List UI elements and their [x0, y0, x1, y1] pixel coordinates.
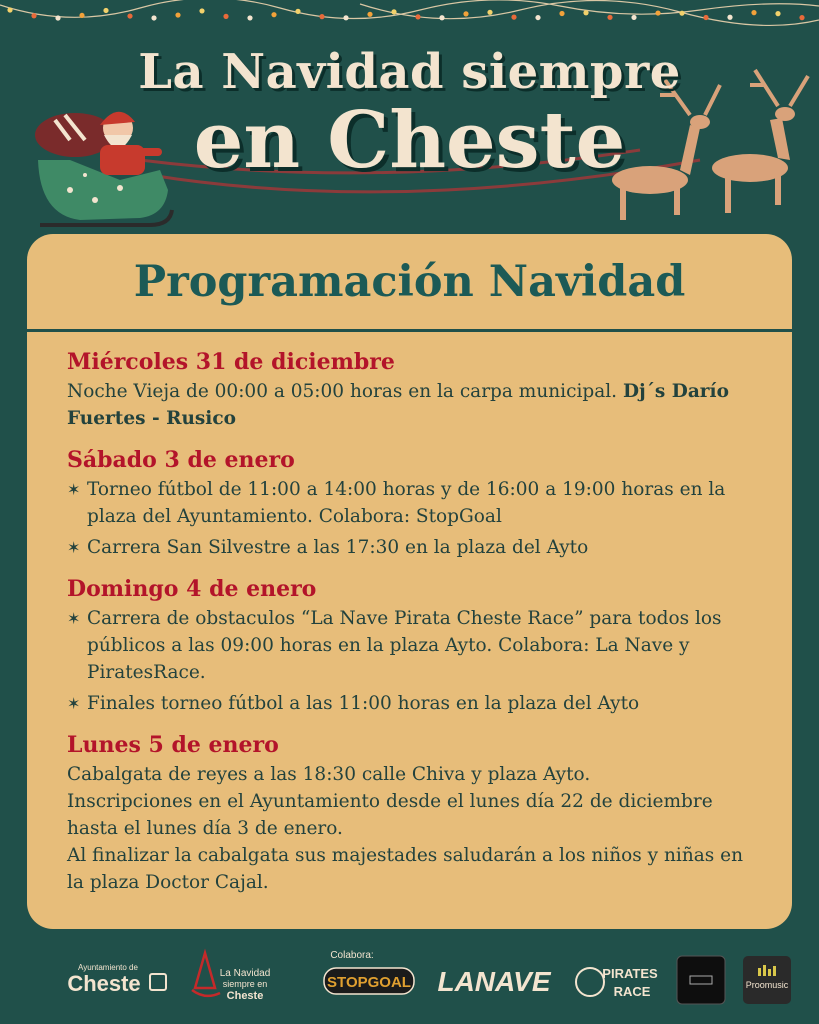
- light-bulb-icon: [367, 12, 372, 17]
- light-bulb-icon: [247, 15, 252, 20]
- light-bulb-icon: [679, 11, 684, 16]
- light-bulb-icon: [223, 14, 228, 19]
- star-bullet-icon: ✶: [67, 694, 81, 713]
- light-bulb-icon: [319, 14, 324, 19]
- light-bulb-icon: [559, 11, 564, 16]
- light-bulb-icon: [631, 15, 636, 20]
- light-bulb-icon: [31, 13, 36, 18]
- light-bulb-icon: [727, 15, 732, 20]
- lanave-logo[interactable]: LANAVE: [437, 966, 551, 997]
- section-line: Inscripciones en el Ayuntamiento desde el lunes día 22 de diciembre hasta el lunes día 3 de enero.: [67, 791, 713, 839]
- card-header: [27, 234, 792, 332]
- ayuntamiento-cheste-logo[interactable]: [67, 963, 166, 996]
- light-bulb-icon: [607, 15, 612, 20]
- main-title-line1: La Navidad siempre: [138, 44, 681, 100]
- list-item: ✶ Torneo fútbol de 11:00 a 14:00 horas y de 16:00 a 19:00 horas en la plaza del Ayuntamiento. Colabora: StopGoal: [67, 476, 752, 530]
- svg-text:La Navidad: La Navidad: [219, 968, 271, 979]
- light-bulb-icon: [271, 12, 276, 17]
- main-title-line2: en Cheste: [193, 95, 626, 186]
- list-item: ✶ Carrera de obstaculos “La Nave Pirata Cheste Race” para todos los públicos a las 09:00 horas en la plaza Ayto. Colabora: La Nave y PiratesRace.: [67, 605, 752, 686]
- section-date: Sábado 3 de enero: [67, 447, 295, 473]
- shield-icon: [150, 974, 166, 990]
- light-bulb-icon: [463, 11, 468, 16]
- program-content: [27, 332, 792, 896]
- light-bulb-icon: [751, 10, 756, 15]
- section-3-enero: [67, 446, 752, 561]
- section-date: Domingo 4 de enero: [67, 576, 317, 602]
- list-item: ✶ Finales torneo fútbol a las 11:00 horas en la plaza del Ayto: [67, 690, 752, 717]
- svg-text:Proomusic: Proomusic: [745, 980, 789, 990]
- tree-icon: [195, 953, 215, 988]
- stopgoal-logo[interactable]: [324, 968, 414, 994]
- program-card: [27, 234, 792, 929]
- light-bulb-icon: [343, 15, 348, 20]
- sponsors-footer: [0, 938, 819, 1024]
- program-title: Programación Navidad: [133, 256, 686, 307]
- light-bulb-icon: [511, 15, 516, 20]
- light-bulb-icon: [415, 14, 420, 19]
- light-bulb-icon: [391, 9, 396, 14]
- light-bulb-icon: [127, 13, 132, 18]
- svg-text:Ayuntamiento de: Ayuntamiento de: [78, 963, 138, 972]
- svg-text:siempre en: siempre en: [222, 979, 268, 989]
- light-bulb-icon: [7, 7, 12, 12]
- section-5-enero: [67, 731, 752, 896]
- colabora-label: Colabora:: [330, 950, 374, 961]
- navidad-cheste-logo[interactable]: [192, 953, 270, 1002]
- section-line: Al finalizar la cabalgata sus majestades saludarán a los niños y niñas en la plaza Doctor Cajal.: [67, 845, 743, 893]
- section-date: Miércoles 31 de diciembre: [67, 349, 395, 375]
- djs-names: Dj´s Darío Fuertes - Rusico: [67, 381, 729, 429]
- light-bulb-icon: [487, 10, 492, 15]
- list-item: ✶ Carrera San Silvestre a las 17:30 en la plaza del Ayto: [67, 534, 752, 561]
- pirates-race-logo[interactable]: [576, 966, 658, 999]
- light-bulb-icon: [103, 8, 108, 13]
- section-date: Lunes 5 de enero: [67, 732, 279, 758]
- light-bulb-icon: [151, 15, 156, 20]
- light-bulb-icon: [79, 13, 84, 18]
- light-bulb-icon: [175, 12, 180, 17]
- light-bulb-icon: [799, 15, 804, 20]
- black-square-logo[interactable]: [677, 956, 725, 1004]
- light-bulb-icon: [703, 15, 708, 20]
- section-line: Cabalgata de reyes a las 18:30 calle Chiva y plaza Ayto.: [67, 764, 591, 785]
- light-bulb-icon: [655, 10, 660, 15]
- light-bulb-icon: [439, 15, 444, 20]
- star-bullet-icon: ✶: [67, 538, 81, 557]
- section-text: Noche Vieja de 00:00 a 05:00 horas en la carpa municipal. Dj´s Darío Fuertes - Rusico: [67, 381, 729, 429]
- svg-text:STOPGOAL: STOPGOAL: [327, 974, 411, 991]
- star-bullet-icon: ✶: [67, 480, 81, 499]
- svg-text:Cheste: Cheste: [67, 971, 141, 996]
- light-bulb-icon: [583, 10, 588, 15]
- svg-text:PIRATES: PIRATES: [602, 966, 658, 981]
- light-bulb-icon: [295, 9, 300, 14]
- proomusic-logo[interactable]: [743, 956, 791, 1004]
- light-bulb-icon: [199, 8, 204, 13]
- svg-text:Cheste: Cheste: [226, 990, 264, 1002]
- svg-text:RACE: RACE: [613, 984, 651, 999]
- star-bullet-icon: ✶: [67, 609, 81, 628]
- light-bulb-icon: [535, 15, 540, 20]
- light-bulb-icon: [55, 15, 60, 20]
- section-31-diciembre: [67, 348, 752, 432]
- string-lights-decoration: [0, 0, 819, 40]
- skull-icon: [576, 968, 604, 996]
- section-4-enero: [67, 575, 752, 717]
- light-bulb-icon: [775, 11, 780, 16]
